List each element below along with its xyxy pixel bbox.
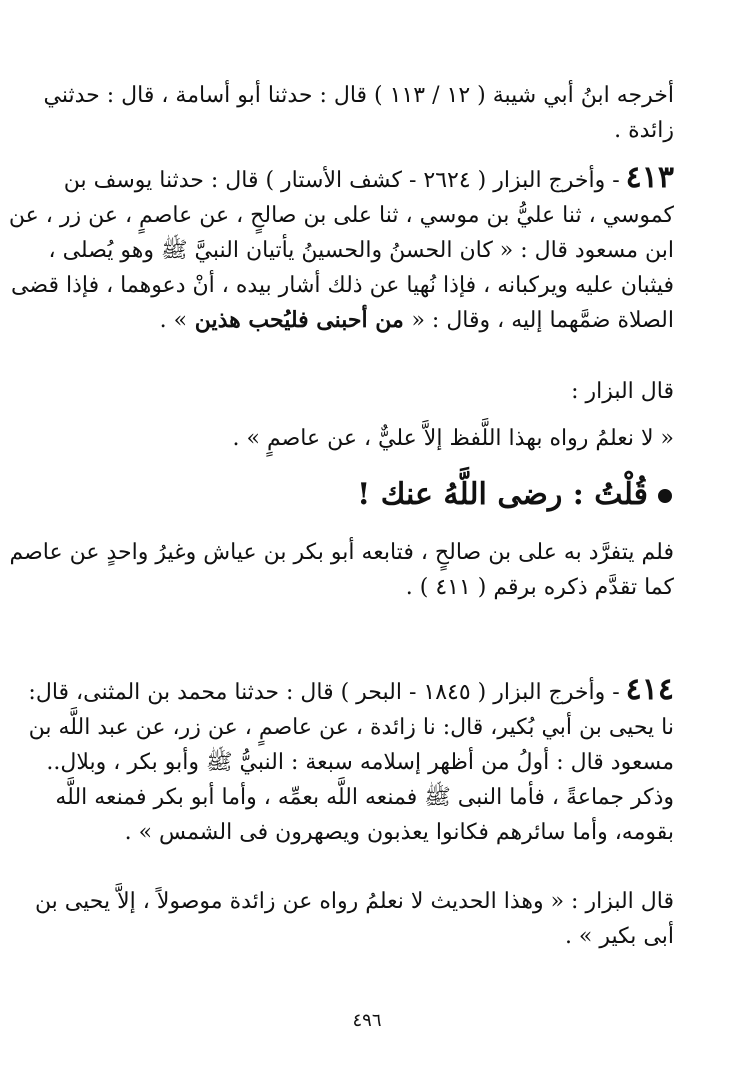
text-line: وذكر جماعةً ، فأما النبى ﷺ فمنعه اللَّه بعمِّه ، وأما أبو بكر فمنعه اللَّه bbox=[55, 785, 674, 810]
text-line: بقومه، وأما سائرهم فكانوا يعذبون ويصهرون فى الشمس » . bbox=[124, 820, 674, 845]
text-segment: الصلاة ضمَّهما إليه ، وقال : « bbox=[411, 308, 674, 333]
bazzar-note-2 bbox=[34, 884, 674, 954]
entry-414 bbox=[28, 672, 674, 850]
entry-number: ٤١٣ bbox=[625, 160, 674, 195]
comment-paragraph bbox=[9, 535, 674, 605]
text-line: نا يحيى بن أبي بُكير، قال: نا زائدة ، عن عاصمٍ ، عن زر، عن عبد اللَّه بن bbox=[28, 715, 674, 740]
quoted-hadith: من أحبنى فليُحب هذين bbox=[187, 307, 412, 333]
note-text: « لا نعلمُ رواه بهذا اللَّفظ إلاَّ عليٌّ ، عن عاصمٍ » . bbox=[232, 426, 674, 451]
text-line: كموسي ، ثنا عليُّ بن موسي ، ثنا على بن صالحٍ ، عن عاصمٍ ، عن زر ، عن bbox=[8, 203, 674, 228]
text-line bbox=[63, 160, 674, 198]
text-line: فلم يتفرَّد به على بن صالحٍ ، فتابعه أبو بكر بن عياش وغيرُ واحدٍ عن عاصم bbox=[9, 540, 674, 565]
text-line: ابن مسعود قال : « كان الحسنُ والحسينُ يأتيان النبيَّ ﷺ وهو يُصلى ، bbox=[48, 238, 674, 263]
bullet-icon bbox=[658, 489, 672, 503]
note-label: قال البزار : bbox=[571, 379, 674, 404]
text-line: قال البزار : « وهذا الحديث لا نعلمُ رواه عن زائدة موصولاً ، إلاَّ يحيى بن bbox=[34, 889, 674, 914]
text-line: مسعود قال : أولُ من أظهر إسلامه سبعة : النبيُّ ﷺ وأبو بكر ، وبلال.. bbox=[46, 750, 674, 775]
text-segment: - وأخرج البزار ( ١٨٤٥ - البحر ) قال : حدثنا محمد بن المثنى، قال: bbox=[28, 680, 620, 705]
text-line: كما تقدَّم ذكره برقم ( ٤١١ ) . bbox=[405, 575, 674, 600]
text-line: أبى بكير » . bbox=[564, 924, 674, 949]
entry-number: ٤١٤ bbox=[625, 672, 674, 707]
heading-text: قُلْتُ : رضى اللَّهُ عنك ! bbox=[357, 477, 648, 512]
intro-paragraph bbox=[43, 78, 674, 148]
text-line bbox=[70, 303, 674, 338]
text-segment: » . bbox=[159, 308, 188, 333]
text-line: زائدة . bbox=[614, 118, 674, 143]
bazzar-note-1 bbox=[70, 374, 674, 456]
text-line: فيثبان عليه ويركبانه ، فإذا نُهيا عن ذلك أشار بيده ، أنْ دعوهما ، فإذا قضى bbox=[11, 273, 674, 298]
section-heading bbox=[357, 470, 672, 520]
text-segment: - وأخرج البزار ( ٢٦٢٤ - كشف الأستار ) قال : حدثنا يوسف بن bbox=[63, 168, 620, 193]
text-line: أخرجه ابنُ أبي شيبة ( ١٢ / ١١٣ ) قال : حدثنا أبو أسامة ، قال : حدثني bbox=[43, 83, 674, 108]
page-number: ٤٩٦ bbox=[352, 1010, 382, 1031]
entry-413 bbox=[8, 160, 674, 338]
text-line bbox=[28, 672, 674, 710]
